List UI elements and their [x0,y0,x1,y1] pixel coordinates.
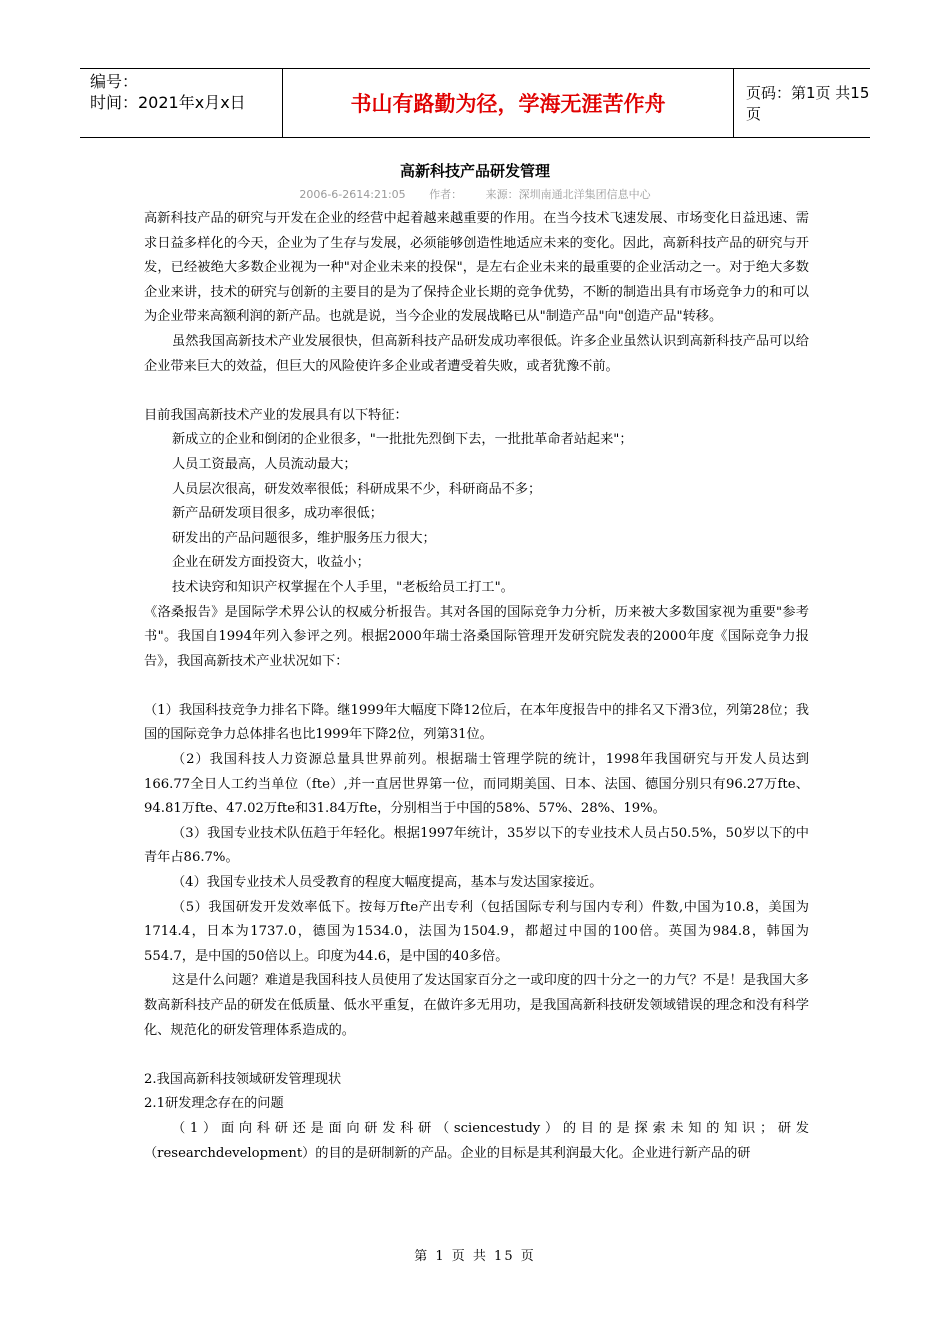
article-source: 来源：深圳南通北洋集团信息中心 [485,188,651,201]
article-meta [0,186,950,202]
blank-line [144,674,809,699]
header-info-cell [80,69,282,137]
blank-line [144,1043,809,1068]
article-date: 2006-6-2614:21:05 [299,188,406,201]
document-header [80,68,870,138]
article-author: 作者： [429,188,463,201]
body-paragraph: （1）我国科技竞争力排名下降。继1999年大幅度下降12位后，在本年度报告中的排名又下滑3位，列第28位；我国的国际竞争力总体排名也比1999年下降2位，列第31位。 [144,702,809,743]
body-paragraph: （2）我国科技人力资源总量具世界前列。根据瑞士管理学院的统计，1998年我国研究与开发人员达到166.77全日人工约当单位（fte）,并一直居世界第一位，而同期美国、日本、法国、德国分别只有96.27万fte、94.81万fte、47.02万fte和31.84万fte，分别相当于中国的58%、57%、28%、19%。 [144,752,809,817]
header-motto: 书山有路勤为径，学海无涯苦作舟 [350,92,666,116]
blank-line [144,379,809,404]
body-paragraph: 人员层次很高，研发效率很低；科研成果不少，科研商品不多； [172,481,542,497]
body-paragraph: 《洛桑报告》是国际学术界公认的权威分析报告。其对各国的国际竞争力分析，历来被大多数国家视为重要"参考书"。我国自1994年列入参评之列。根据2000年瑞士洛桑国际管理开发研究院发表的2000年度《国际竞争力报告》，我国高新技术产业状况如下： [144,604,809,669]
page-footer: 第 1 页 共 15 页 [414,1249,536,1264]
header-page-number: 页码：第1页 共15页 [746,84,870,123]
document-number-label: 编号： [90,72,139,91]
body-paragraph: 人员工资最高，人员流动最大； [172,456,357,472]
body-paragraph: （4）我国专业技术人员受教育的程度大幅度提高，基本与发达国家接近。 [172,875,603,891]
body-paragraph: （5）我国研发开发效率低下。按每万fte产出专利（包括国际专利与国内专利）件数,中国为10.8，美国为1714.4，日本为1737.0，德国为1534.0，法国为1504.9，都超过中国的100倍。英国为984.8，韩国为554.7，是中国的50倍以上。印度为44.6，是中国的40多倍。 [144,899,809,964]
body-paragraph: 2.1研发理念存在的问题 [144,1096,284,1112]
article-body [144,207,809,1166]
body-paragraph: 这是什么问题？难道是我国科技人员使用了发达国家百分之一或印度的四十分之一的力气？不是！是我国大多数高新科技产品的研发在低质量、低水平重复，在做许多无用功，是我国高新科技研发领域错误的理念和没有科学化、规范化的研发管理体系造成的。 [144,973,809,1038]
body-paragraph: 高新科技产品的研究与开发在企业的经营中起着越来越重要的作用。在当今技术飞速发展、市场变化日益迅速、需求日益多样化的今天，企业为了生存与发展，必须能够创造性地适应未来的变化。因此，高新科技产品的研究与开发，已经被绝大多数企业视为一种"对企业未来的投保"，是左右企业未来的最重要的企业活动之一。对于绝大多数企业来讲，技术的研究与创新的主要目的是为了保持企业长期的竞争优势，不断的制造出具有市场竞争力的和可以为企业带来高额利润的新产品。也就是说，当今企业的发展战略已从"制造产品"向"创造产品"转移。 [144,211,809,325]
document-date-label: 时间：2021年x月x日 [90,93,246,112]
body-paragraph: 新产品研发项目很多，成功率很低； [172,506,383,522]
body-paragraph: （3）我国专业技术队伍趋于年轻化。根据1997年统计，35岁以下的专业技术人员占50.5%，50岁以下的中青年占86.7%。 [144,825,809,866]
body-paragraph: 新成立的企业和倒闭的企业很多，"一批批先烈倒下去，一批批革命者站起来"； [172,432,633,448]
body-paragraph: 目前我国高新技术产业的发展具有以下特征： [144,407,408,423]
body-paragraph: 2.我国高新科技领域研发管理现状 [144,1071,342,1087]
header-page-cell [734,69,870,137]
header-motto-cell [282,69,734,137]
body-paragraph: 研发出的产品问题很多，维护服务压力很大； [172,530,436,546]
body-paragraph: 企业在研发方面投资大，收益小； [172,555,370,571]
body-paragraph: 虽然我国高新技术产业发展很快，但高新科技产品研发成功率很低。许多企业虽然认识到高新科技产品可以给企业带来巨大的效益，但巨大的风险使许多企业或者遭受着失败，或者犹豫不前。 [144,333,809,374]
body-paragraph: 技术诀窍和知识产权掌握在个人手里，"老板给员工打工"。 [172,579,514,595]
article-title: 高新科技产品研发管理 [399,162,550,180]
body-paragraph: （1）面向科研还是面向研发科研（sciencestudy）的目的是探索未知的知识；研发（researchdevelopment）的目的是研制新的产品。企业的目标是其利润最大化。企业进行新产品的研 [144,1120,809,1161]
